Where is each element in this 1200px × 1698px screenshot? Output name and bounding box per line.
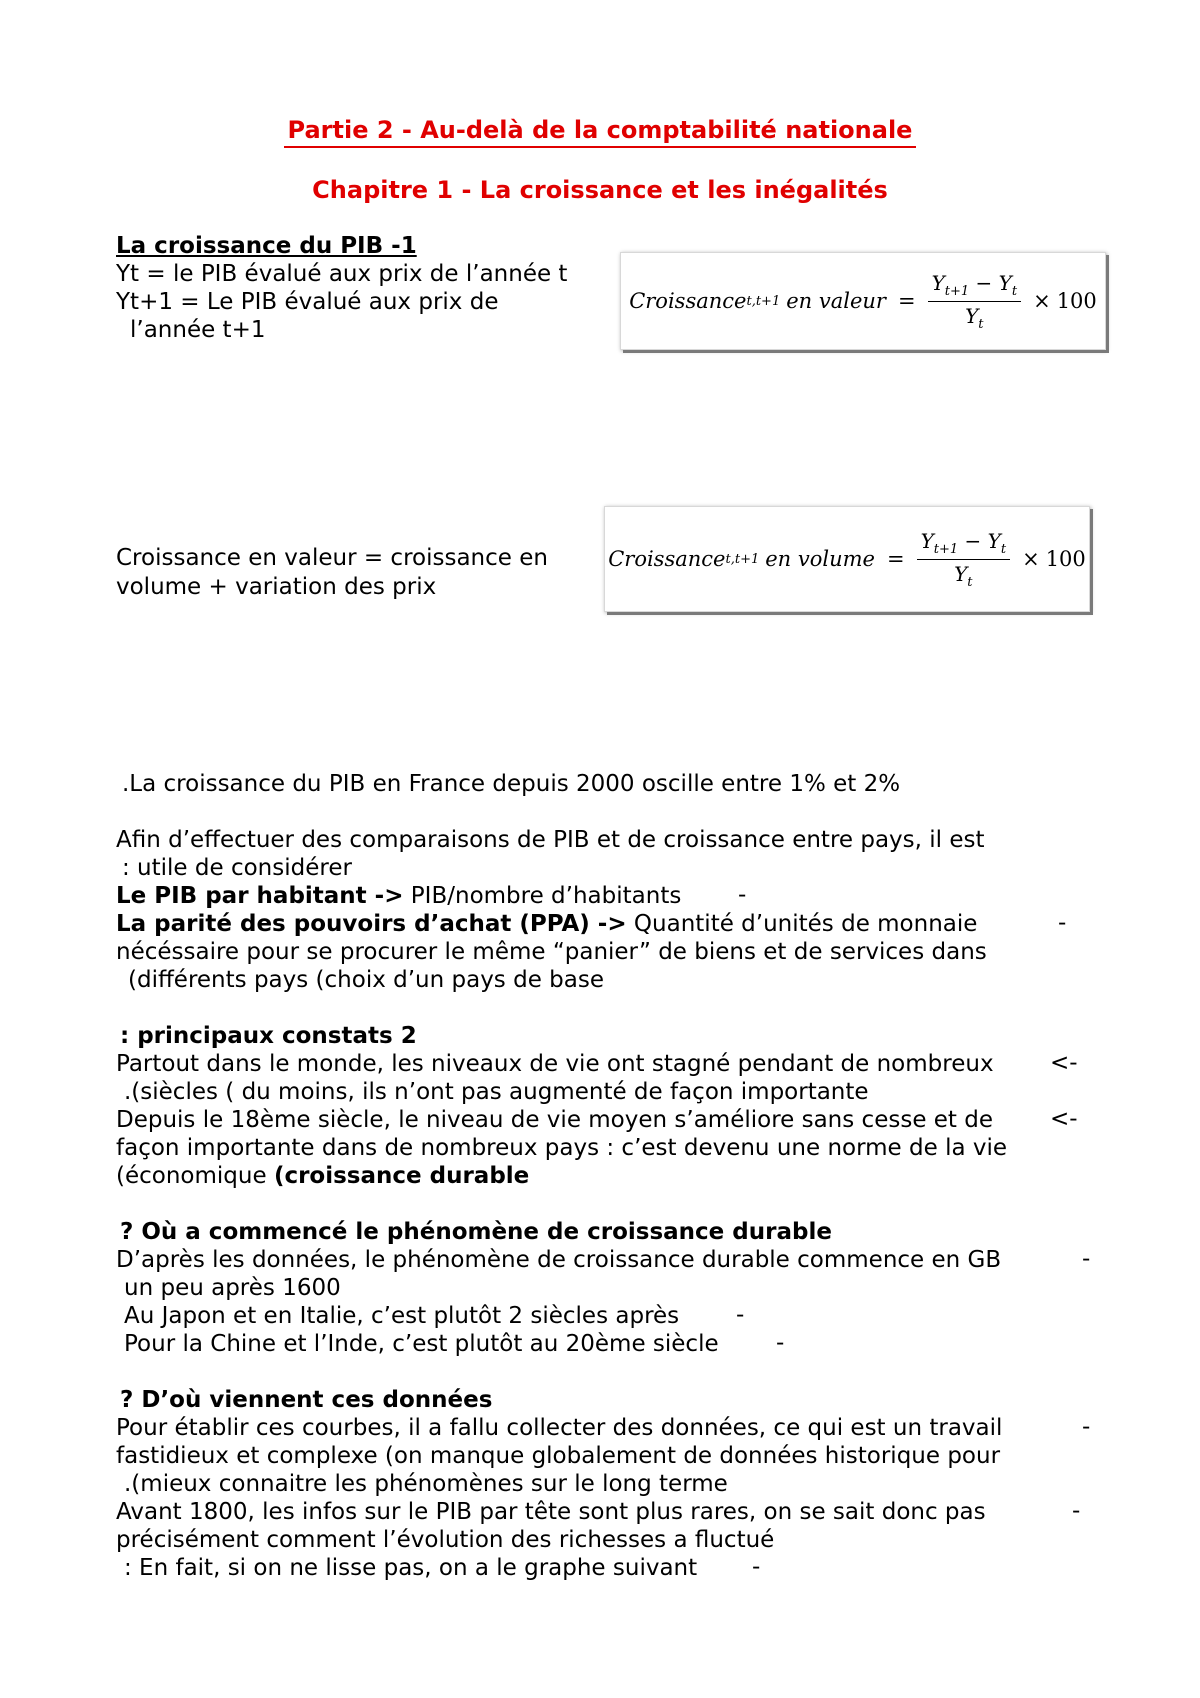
formula-croissance-valeur <box>620 252 1106 350</box>
bullet-dash: - <box>752 1554 761 1580</box>
donnees-line2: fastidieux et complexe (on manque globalement de données historique pour <box>116 1443 1001 1469</box>
ppa-term: La parité des pouvoirs d’achat (PPA) -> <box>116 911 627 937</box>
formula-eq: = <box>897 289 916 313</box>
formula-lhs: Croissance <box>629 289 747 313</box>
formula-lhs-sub: t,t+1 <box>725 551 760 567</box>
constat2-line2: façon importante dans de nombreux pays : c’est devenu une norme de la vie <box>116 1135 1008 1161</box>
definition-yt1: Yt+1 = Le PIB évalué aux prix de <box>116 289 499 315</box>
ou-line3: Au Japon et en Italie, c’est plutôt 2 siècles après <box>124 1303 680 1329</box>
ppa-def: Quantité d’unités de monnaie <box>626 911 978 937</box>
donnees-line3: .(mieux connaitre les phénomènes sur le long terme <box>124 1471 728 1497</box>
constat1-line1: Partout dans le monde, les niveaux de vie ont stagné pendant de nombreux <box>116 1051 994 1077</box>
comparaisons-line2: : utile de considérer <box>122 855 352 881</box>
pib-habitant-term: Le PIB par habitant -> <box>116 883 404 909</box>
formula-volume-expression <box>608 529 1086 590</box>
formula-lhs: Croissance <box>608 547 726 571</box>
donnees-line5: précisément comment l’évolution des richesses a fluctué <box>116 1527 775 1553</box>
num-minus: − <box>964 528 982 553</box>
ou-line1: D’après les données, le phénomène de croissance durable commence en GB <box>116 1247 1002 1273</box>
ou-line2: un peu après 1600 <box>124 1275 341 1301</box>
formula-eq: = <box>886 547 905 571</box>
formula-mode: en valeur <box>786 289 886 313</box>
donnees-line1: Pour établir ces courbes, il a fallu collecter des données, ce qui est un travail <box>116 1415 1003 1441</box>
num-a: Y <box>920 528 934 553</box>
pib-habitant-def: PIB/nombre d’habitants <box>403 883 682 909</box>
formula-denominator <box>965 302 983 332</box>
valeur-volume-line1: Croissance en valeur = croissance en <box>116 545 548 571</box>
bullet-dash: - <box>1082 1414 1091 1440</box>
formula-factor: 100 <box>1045 547 1086 571</box>
ppa-line3: (différents pays (choix d’un pays de base <box>128 967 604 993</box>
num-a-sub: t+1 <box>944 283 970 299</box>
num-minus: − <box>975 270 993 295</box>
den-sub: t <box>978 316 984 332</box>
donnees-line4: Avant 1800, les infos sur le PIB par tête sont plus rares, on se sait donc pas <box>116 1499 986 1525</box>
ppa-line1 <box>116 910 977 938</box>
comparaisons-line1: Afin d’effectuer des comparaisons de PIB et de croissance entre pays, il est <box>116 827 985 853</box>
bullet-dash: - <box>1072 1498 1081 1524</box>
ou-heading: ? Où a commencé le phénomène de croissance durable <box>120 1219 832 1245</box>
formula-fraction <box>917 529 1011 590</box>
num-a: Y <box>931 270 945 295</box>
valeur-volume-line2: volume + variation des prix <box>116 574 437 600</box>
formula-times: × <box>1022 547 1040 571</box>
part-title <box>0 116 1200 144</box>
bullet-dash: - <box>738 882 747 908</box>
formula-numerator <box>928 271 1022 302</box>
den-sub: t <box>967 574 973 590</box>
constat1-line2: .(siècles ( du moins, ils n’ont pas augmenté de façon importante <box>124 1079 869 1105</box>
den: Y <box>965 303 979 328</box>
formula-valeur-expression <box>629 271 1097 332</box>
constats-heading: : principaux constats 2 <box>120 1023 417 1049</box>
part-title-text: Partie 2 - Au-delà de la comptabilité nationale <box>284 116 917 148</box>
ppa-line2: nécéssaire pour se procurer le même “panier” de biens et de services dans <box>116 939 987 965</box>
bullet-dash: - <box>776 1330 785 1356</box>
arrow-marker: <- <box>1050 1050 1078 1076</box>
num-b: Y <box>998 270 1012 295</box>
num-a-sub: t+1 <box>933 541 959 557</box>
num-b-sub: t <box>1000 541 1007 557</box>
arrow-marker: <- <box>1050 1106 1078 1132</box>
formula-lhs-sub: t,t+1 <box>746 293 781 309</box>
chapter-title: Chapitre 1 - La croissance et les inégalités <box>312 176 888 204</box>
donnees-line6: : En fait, si on ne lisse pas, on a le graphe suivant <box>124 1555 698 1581</box>
section-heading-croissance-pib: La croissance du PIB -1 <box>116 233 417 259</box>
num-b-sub: t <box>1011 283 1018 299</box>
pib-habitant-line <box>116 882 681 910</box>
formula-denominator <box>954 560 972 590</box>
constat2-line1: Depuis le 18ème siècle, le niveau de vie moyen s’améliore sans cesse et de <box>116 1107 994 1133</box>
formula-numerator <box>917 529 1011 560</box>
formula-fraction <box>928 271 1022 332</box>
formula-times: × <box>1033 289 1051 313</box>
formula-croissance-volume <box>604 506 1090 612</box>
definition-yt: Yt = le PIB évalué aux prix de l’année t <box>116 261 568 287</box>
ou-line4: Pour la Chine et l’Inde, c’est plutôt au 20ème siècle <box>124 1331 719 1357</box>
num-b: Y <box>987 528 1001 553</box>
bullet-dash: - <box>1058 910 1067 936</box>
constat2-bold: (croissance durable <box>273 1163 530 1189</box>
den: Y <box>954 561 968 586</box>
france-growth-text: .La croissance du PIB en France depuis 2000 oscille entre 1% et 2% <box>122 771 901 797</box>
constat2-line3 <box>116 1162 529 1190</box>
bullet-dash: - <box>736 1302 745 1328</box>
constat2-pre: (économique <box>116 1163 274 1189</box>
definition-yt1-cont: l’année t+1 <box>130 317 266 343</box>
donnees-heading: ? D’où viennent ces données <box>120 1387 493 1413</box>
bullet-dash: - <box>1082 1246 1091 1272</box>
formula-factor: 100 <box>1056 289 1097 313</box>
formula-mode: en volume <box>765 547 875 571</box>
